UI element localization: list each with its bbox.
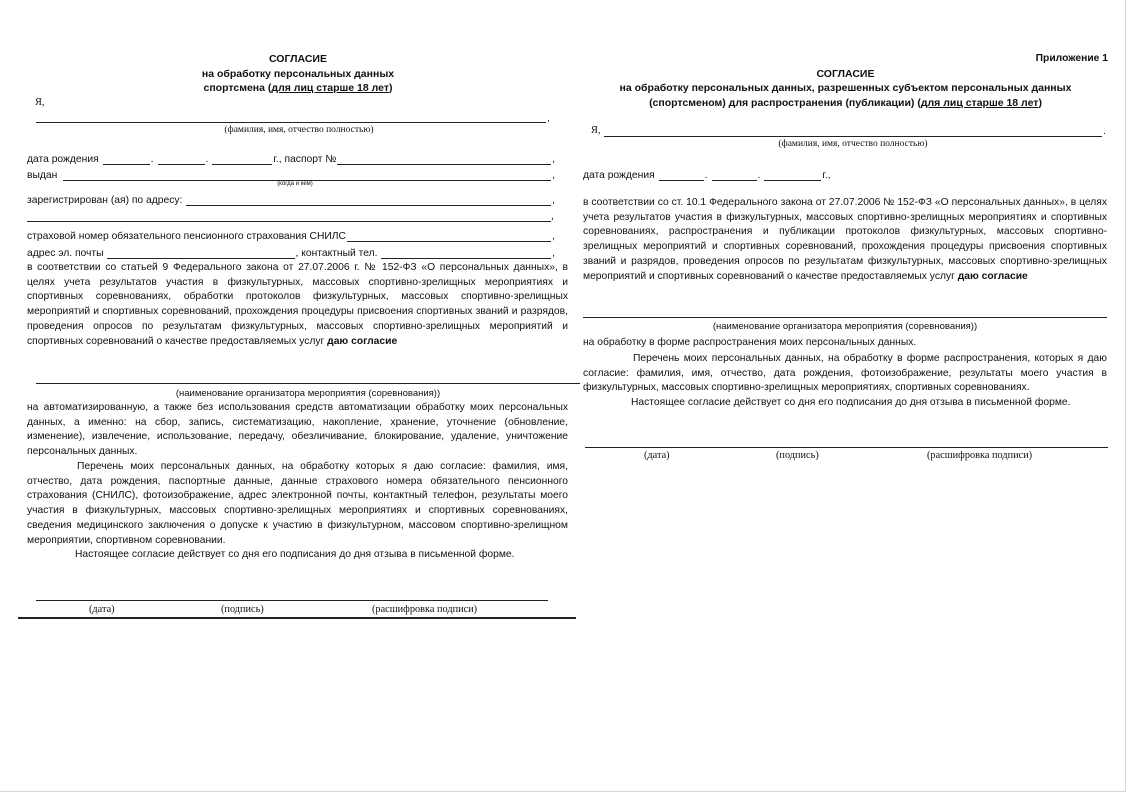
organizer-name-field[interactable] <box>583 317 1107 318</box>
consent-emphasis: даю согласие <box>957 270 1028 282</box>
phone-field[interactable] <box>381 248 552 259</box>
form-subtitle: на обработку персональных данных, разрешенных субъектом персональных данных <box>619 82 1072 94</box>
issued-label: выдан <box>27 170 58 181</box>
data-list-paragraph: Перечень моих персональных данных, на обработку в форме распространения, которых я даю согласие: фамилия, имя, отчество, дата рождения, фотоизображение, результаты моего участия в физкультурных, массовых спортивно-зрелищных мероприятиях, спортивных соревнованиях. <box>583 353 1107 394</box>
issued-by-field[interactable] <box>63 170 551 181</box>
data-list-paragraph: Перечень моих персональных данных, на обработку которых я даю согласие: фамилия, имя, отчество, дата рождения, паспортные данные, данные страхового номера обязательного пенсионного страхования (СНИЛС), фотоизображение, адрес электронной почты, контактный телефон, результаты моего участия в физкультурных, массовых спортивно-зрелищных мероприятиях и спортивных соревнованиях, сведения медицинского заключения о допуске к участию в физкультурном, массовом спортивно-зрелищном мероприятии, спортивном соревновании. <box>27 461 568 546</box>
birth-month-field[interactable] <box>712 170 757 181</box>
ya-label: Я, <box>35 97 45 108</box>
snils-label: страховой номер обязательного пенсионного страхования СНИЛС <box>27 231 346 242</box>
age-restriction-note: для лиц старше 18 лет <box>271 82 389 94</box>
email-field[interactable] <box>107 248 295 259</box>
issued-row: выдан , <box>27 170 555 181</box>
form-title: СОГЛАСИЕ <box>268 53 327 65</box>
birth-passport-row: дата рождения . . г., паспорт № , <box>27 154 555 165</box>
form-bottom-rule <box>18 617 576 619</box>
passport-number-field[interactable] <box>337 154 551 165</box>
fio-caption: (фамилия, имя, отчество полностью) <box>778 139 928 149</box>
validity-paragraph: Настоящее согласие действует со дня его подписания до дня отзыва в письменной форме. <box>631 397 1071 408</box>
fio-caption: (фамилия, имя, отчество полностью) <box>224 125 374 135</box>
signature-decode-caption: (расшифровка подписи) <box>927 450 1033 461</box>
processing-paragraph: на автоматизированную, а также без использования средств автоматизации обработку моих персональных данных, а именно: на сбор, запись, систематизацию, накопление, хранение, уточнение (обновление, изменение), извлечение, использование, передачу, обезличивание, блокирование, удаление, уничтожение персональных данных. <box>27 402 568 458</box>
fio-field[interactable] <box>36 122 546 123</box>
form-title: СОГЛАСИЕ <box>816 68 875 80</box>
birth-year-field[interactable] <box>212 154 272 165</box>
date-caption: (дата) <box>89 604 115 615</box>
distribution-line: на обработку в форме распространения моих персональных данных. <box>583 337 917 348</box>
snils-field[interactable] <box>347 231 551 242</box>
age-restriction-note: для лиц старше 18 лет <box>920 97 1039 109</box>
signature-caption: (подпись) <box>221 604 264 615</box>
form-subtitle-age: спортсмена (для лиц старше 18 лет) <box>203 82 393 94</box>
birth-date-label: дата рождения <box>27 154 99 165</box>
validity-paragraph: Настоящее согласие действует со дня его подписания до дня отзыва в письменной форме. <box>75 549 515 560</box>
registered-address-label: зарегистрирован (ая) по адресу: <box>27 195 183 206</box>
appendix-label: Приложение 1 <box>1035 53 1108 64</box>
consent-paragraph: в соответствии со статьей 9 Федерального закона от 27.07.2006 г. № 152-ФЗ «О персональных данных», в целях учета результатов участия в физкультурных, массовых спортивно-зрелищных мероприятиях и спортивных соревнованиях, обработки протоколов физкультурных, массовых спортивно-зрелищных мероприятий и спортивных соревнований, прохождения процедуры присвоения спортивных званий и разрядов, проведения опросов по результатам физкультурных, массовых спортивно-зрелищных мероприятий и спортивных соревнований о качестве предоставляемых услуг даю согласие <box>27 262 568 347</box>
organizer-caption: (наименование организатора мероприятия (соревнования)) <box>712 321 978 332</box>
issued-caption: (когда и кем) <box>277 181 313 187</box>
birth-day-field[interactable] <box>659 170 704 181</box>
passport-label: г., паспорт № <box>273 154 337 165</box>
signature-field[interactable] <box>585 447 1108 448</box>
snils-row: страховой номер обязательного пенсионного страхования СНИЛС , <box>27 231 555 242</box>
address-field-continued[interactable] <box>27 221 551 222</box>
birth-day-field[interactable] <box>103 154 150 165</box>
email-label: адрес эл. почты <box>27 248 104 259</box>
fio-field[interactable] <box>604 136 1102 137</box>
birth-month-field[interactable] <box>158 154 205 165</box>
address-row: зарегистрирован (ая) по адресу: , <box>27 195 555 206</box>
birth-date-row: дата рождения . . г., <box>583 170 831 181</box>
phone-label: , контактный тел. <box>295 248 378 259</box>
date-caption: (дата) <box>644 450 670 461</box>
form-subtitle: на обработку персональных данных <box>201 68 395 80</box>
consent-emphasis: даю согласие <box>327 335 398 347</box>
signature-field[interactable] <box>36 600 548 601</box>
ya-label: Я, <box>591 125 601 136</box>
consent-paragraph: в соответствии со ст. 10.1 Федерального закона от 27.07.2006 № 152-ФЗ «О персональных данных», в целях учета результатов участия в физкультурных, массовых спортивно-зрелищных мероприятиях и спортивных соревнованиях, распространения и публикации протоколов физкультурных, массовых спортивно-зрелищных мероприятий и спортивных соревнований, прохождения процедуры присвоения спортивных званий и разрядов, проведения опросов по результатам физкультурных, массовых спортивно-зрелищных мероприятий и спортивных соревнований о качестве предоставляемых услуг даю согласие <box>583 197 1107 282</box>
registered-address-field[interactable] <box>186 195 551 206</box>
contact-row: адрес эл. почты , контактный тел. , <box>27 248 555 259</box>
birth-date-label: дата рождения <box>583 170 655 181</box>
organizer-caption: (наименование организатора мероприятия (соревнования)) <box>175 388 441 399</box>
signature-decode-caption: (расшифровка подписи) <box>372 604 478 615</box>
organizer-name-field[interactable] <box>36 383 580 384</box>
birth-year-field[interactable] <box>764 170 821 181</box>
form-subtitle-age: (спортсменом) для распространения (публикации) (для лиц старше 18 лет) <box>649 97 1042 109</box>
signature-caption: (подпись) <box>776 450 819 461</box>
